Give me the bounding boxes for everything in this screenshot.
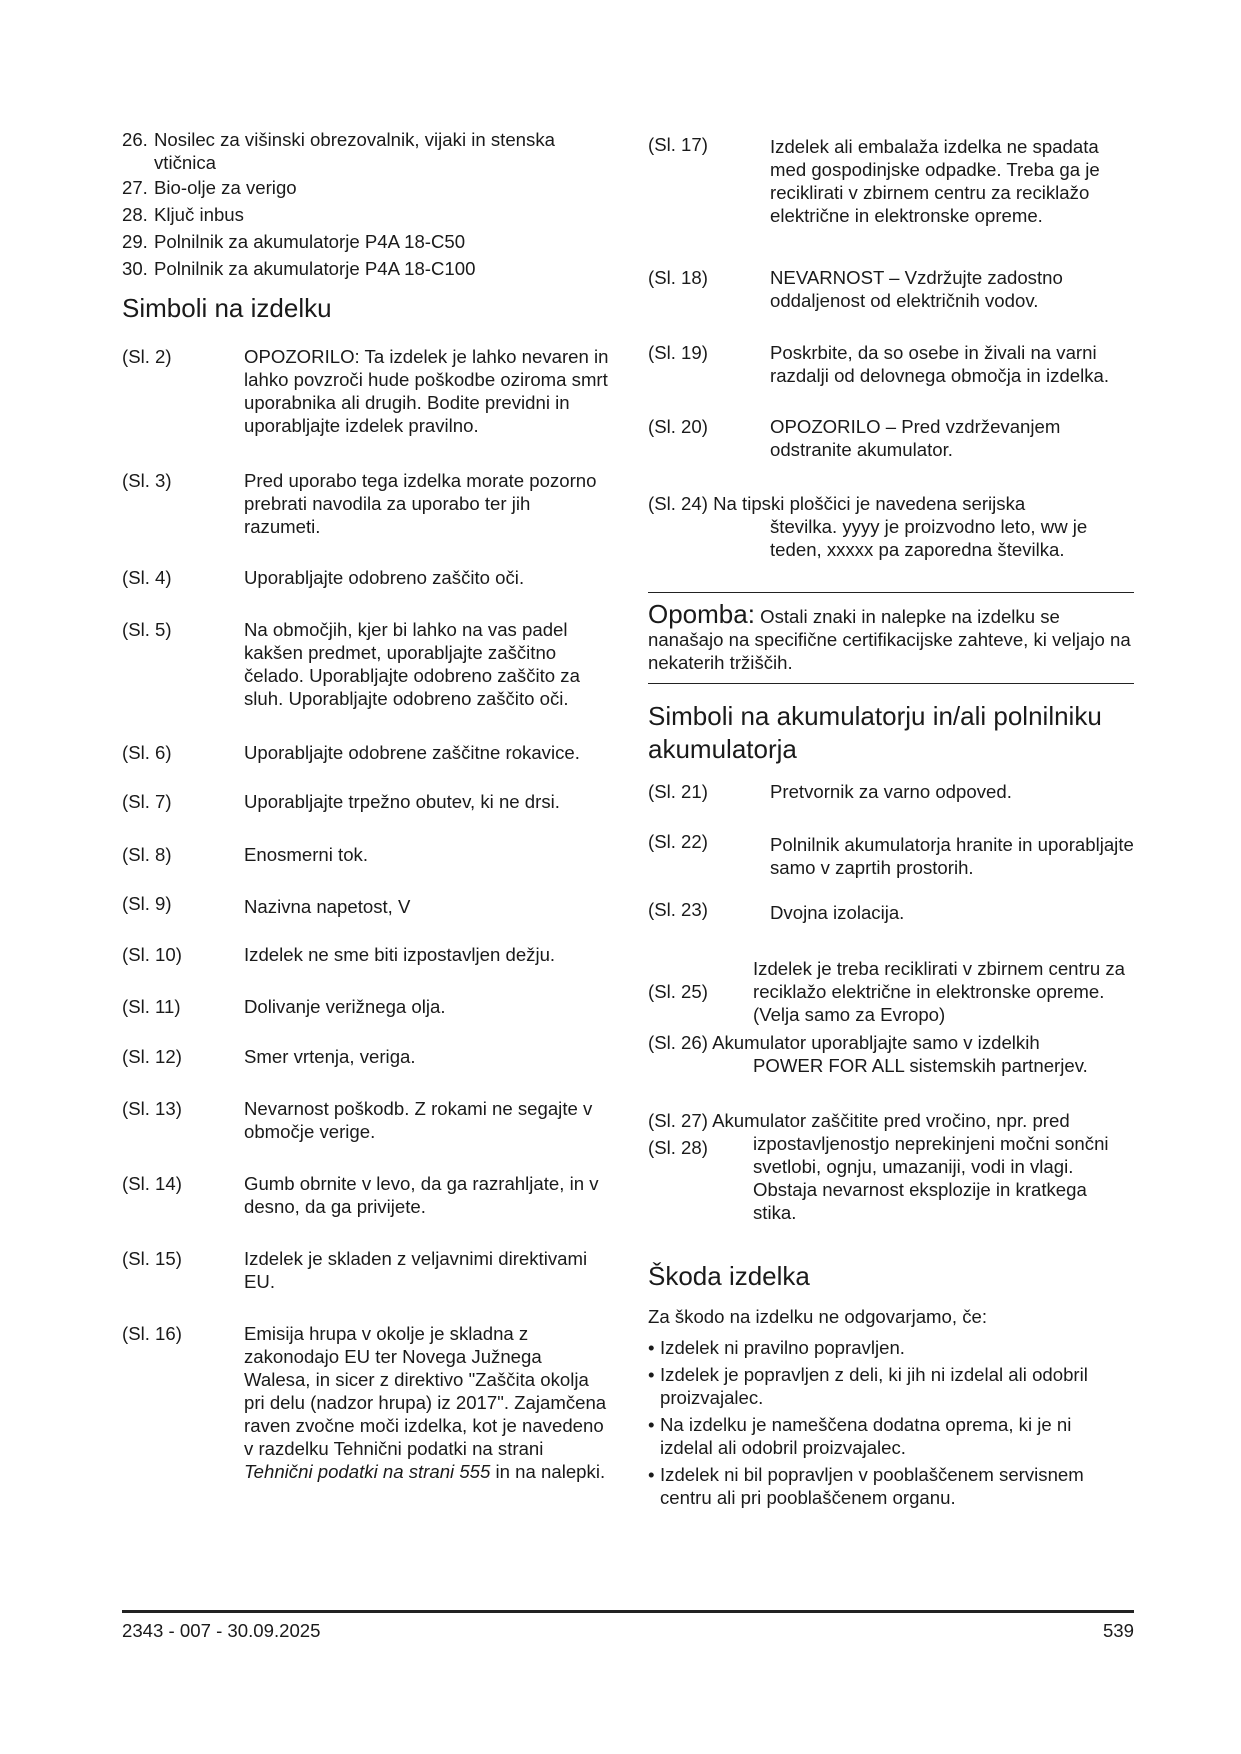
symbol-row-sl9 bbox=[122, 892, 610, 943]
list-number: 28. bbox=[122, 204, 148, 225]
left-column bbox=[122, 128, 610, 1483]
note-box bbox=[648, 592, 1134, 684]
symbol-text: Uporabljajte odobreno zaščito oči. bbox=[244, 567, 525, 588]
section-heading-damage: Škoda izdelka bbox=[648, 1261, 810, 1291]
sl26-line: POWER FOR ALL sistemskih partnerjev. bbox=[753, 1055, 1088, 1076]
symbol-label: (Sl. 23) bbox=[648, 899, 708, 920]
symbol-label: (Sl. 12) bbox=[122, 1046, 182, 1067]
symbol-text: Dvojna izolacija. bbox=[770, 902, 905, 923]
symbol-label: (Sl. 10) bbox=[122, 944, 182, 965]
list-text: Ključ inbus bbox=[154, 204, 244, 225]
symbol-row-sl15 bbox=[122, 1247, 610, 1322]
symbol-label: (Sl. 5) bbox=[122, 619, 172, 640]
symbol-text: Enosmerni tok. bbox=[244, 844, 369, 865]
symbol-row-sl24 bbox=[648, 492, 1134, 592]
list-item bbox=[122, 230, 610, 253]
list-item bbox=[648, 1413, 1134, 1459]
symbol-text: Akumulator uporabljajte samo v izdelkih bbox=[712, 1032, 1040, 1053]
symbol-row-sl22 bbox=[648, 830, 1134, 898]
symbol-row-sl28 bbox=[648, 1132, 1134, 1224]
bullet-icon: • bbox=[648, 1414, 655, 1435]
numbered-list bbox=[122, 128, 610, 280]
page-number: 539 bbox=[1102, 1620, 1134, 1641]
symbol-row-sl12 bbox=[122, 1045, 610, 1097]
footer-divider bbox=[122, 1610, 1134, 1613]
symbol-text: Pred uporabo tega izdelka morate pozorno prebrati navodila za uporabo ter jih razumeti. bbox=[244, 470, 597, 537]
symbol-label: (Sl. 25) bbox=[648, 980, 708, 1002]
symbol-row-sl2 bbox=[122, 345, 610, 469]
symbol-text: Nevarnost poškodb. Z rokami ne segajte v območje verige. bbox=[244, 1098, 593, 1142]
sl24-line bbox=[648, 492, 1134, 515]
sl16-text: Emisija hrupa v okolje je skladna z zakonodajo EU ter Novega Južnega Walesa, in sicer z direktivo "Zaščita okolja pri delu (nadzor hrupa) iz 2017". Zajamčena raven zvočne moči izdelka, kot je navedeno v razdelku Tehnični podatki na strani bbox=[244, 1323, 607, 1459]
symbol-row-sl18 bbox=[648, 266, 1134, 341]
symbol-label: (Sl. 17) bbox=[648, 134, 708, 155]
technical-data-link[interactable]: Tehnični podatki na strani 555 bbox=[244, 1461, 491, 1482]
damage-intro: Za škodo na izdelku ne odgovarjamo, če: bbox=[648, 1306, 988, 1327]
list-text: Polnilnik za akumulatorje P4A 18-C100 bbox=[154, 258, 476, 279]
symbol-text: Akumulator zaščitite pred vročino, npr. pred bbox=[712, 1110, 1070, 1131]
symbol-row-sl7 bbox=[122, 790, 610, 843]
sl24-line: številka. yyyy je proizvodno leto, ww je bbox=[770, 516, 1088, 537]
symbol-row-sl8 bbox=[122, 843, 610, 892]
symbol-label: (Sl. 14) bbox=[122, 1173, 182, 1194]
bullet-text: Izdelek je popravljen z deli, ki jih ni izdelal ali odobril proizvajalec. bbox=[660, 1364, 1088, 1408]
symbol-row-sl16 bbox=[122, 1322, 610, 1483]
symbol-label: (Sl. 6) bbox=[122, 742, 172, 763]
note-title: Opomba: bbox=[648, 599, 755, 629]
symbol-row-sl19 bbox=[648, 341, 1134, 415]
bullet-icon: • bbox=[648, 1364, 655, 1385]
list-text: Polnilnik za akumulatorje P4A 18-C50 bbox=[154, 231, 466, 252]
symbol-text: Izdelek ali embalaža izdelka ne spadata med gospodinjske odpadke. Treba ga je reciklirati v zbirnem centru za reciklažo električne in elektronske opreme. bbox=[770, 136, 1100, 226]
symbol-text: Nazivna napetost, V bbox=[244, 896, 411, 917]
list-number: 26. bbox=[122, 129, 148, 150]
symbol-text: izpostavljenostjo neprekinjeni močni sončni svetlobi, ognju, umazaniji, vodi in vlagi. Obstaja nevarnost eksplozije in kratkega stika. bbox=[753, 1133, 1109, 1223]
footer-doc-id: 2343 - 007 - 30.09.2025 bbox=[122, 1620, 321, 1641]
symbol-text: Izdelek je skladen z veljavnimi direktivami EU. bbox=[244, 1248, 588, 1292]
symbol-label: (Sl. 19) bbox=[648, 342, 708, 363]
sl16-suffix: in na nalepki. bbox=[495, 1461, 606, 1482]
symbol-text: Polnilnik akumulatorja hranite in uporabljajte samo v zaprtih prostorih. bbox=[770, 834, 1134, 878]
list-text: Bio-olje za verigo bbox=[154, 177, 297, 198]
symbol-label: (Sl. 8) bbox=[122, 844, 172, 865]
symbol-text: Uporabljajte trpežno obutev, ki ne drsi. bbox=[244, 791, 560, 812]
symbol-label: (Sl. 2) bbox=[122, 346, 172, 367]
symbol-label: (Sl. 15) bbox=[122, 1248, 182, 1269]
symbol-row-sl27 bbox=[648, 1109, 1134, 1132]
symbol-row-sl10 bbox=[122, 943, 610, 995]
symbol-label: (Sl. 28) bbox=[648, 1137, 708, 1158]
symbol-text: Na območjih, kjer bi lahko na vas padel kakšen predmet, uporabljajte zaščitno čelado. Uporabljajte odobreno zaščito za sluh. Uporabljajte odobreno zaščito oči. bbox=[244, 619, 580, 709]
symbol-row-sl14 bbox=[122, 1172, 610, 1247]
symbol-text: Poskrbite, da so osebe in živali na varni razdalji od delovnega območja in izdelka. bbox=[770, 342, 1110, 386]
symbol-text bbox=[244, 1322, 610, 1483]
symbol-row-sl5 bbox=[122, 618, 610, 741]
list-item bbox=[122, 128, 610, 174]
symbol-row-sl25 bbox=[648, 951, 1134, 1031]
bullet-text: Na izdelku je nameščena dodatna oprema, ki je ni izdelal ali odobril proizvajalec. bbox=[660, 1414, 1072, 1458]
symbol-text: Gumb obrnite v levo, da ga razrahljate, in v desno, da ga privijete. bbox=[244, 1173, 599, 1217]
symbol-label: (Sl. 9) bbox=[122, 893, 172, 914]
symbol-row-sl13 bbox=[122, 1097, 610, 1172]
list-number: 29. bbox=[122, 231, 148, 252]
symbol-label: (Sl. 21) bbox=[648, 781, 708, 802]
symbol-label: (Sl. 20) bbox=[648, 416, 708, 437]
symbol-row-sl17 bbox=[648, 135, 1134, 266]
list-item bbox=[122, 203, 610, 226]
bullet-text: Izdelek ni bil popravljen v pooblaščenem servisnem centru ali pri pooblaščenem organu. bbox=[660, 1464, 1084, 1508]
symbol-text: NEVARNOST – Vzdržujte zadostno oddaljenost od električnih vodov. bbox=[770, 267, 1063, 311]
symbol-row-sl20 bbox=[648, 415, 1134, 492]
list-item bbox=[648, 1336, 1134, 1359]
list-item bbox=[122, 257, 610, 280]
list-item bbox=[648, 1463, 1134, 1509]
symbol-text: Smer vrtenja, veriga. bbox=[244, 1046, 416, 1067]
symbol-row-sl6 bbox=[122, 741, 610, 790]
symbol-label: (Sl. 26) bbox=[648, 1032, 708, 1053]
symbol-row-sl4 bbox=[122, 566, 610, 618]
section-heading-battery-symbols: Simboli na akumulatorju in/ali polnilniku akumulatorja bbox=[648, 701, 1102, 764]
symbol-label: (Sl. 13) bbox=[122, 1098, 182, 1119]
symbol-row-sl23 bbox=[648, 898, 1134, 951]
symbol-text: OPOZORILO: Ta izdelek je lahko nevaren in lahko povzroči hude poškodbe oziroma smrt uporabnika ali drugih. Bodite previdni in uporabljajte izdelek pravilno. bbox=[244, 346, 609, 436]
symbol-label: (Sl. 18) bbox=[648, 267, 708, 288]
bullet-icon: • bbox=[648, 1464, 655, 1485]
symbol-text: Uporabljajte odobrene zaščitne rokavice. bbox=[244, 742, 580, 763]
symbol-label: (Sl. 27) bbox=[648, 1110, 708, 1131]
symbol-row-sl21 bbox=[648, 780, 1134, 830]
list-item bbox=[122, 176, 610, 199]
symbol-label: (Sl. 22) bbox=[648, 831, 708, 852]
symbol-label: (Sl. 3) bbox=[122, 470, 172, 491]
symbol-label: (Sl. 4) bbox=[122, 567, 172, 588]
symbol-label: (Sl. 16) bbox=[122, 1323, 182, 1344]
note-text: Ostali znaki in nalepke na izdelku se nanašajo na specifične certifikacijske zahteve, ki veljajo na nekaterih tržiščih. bbox=[648, 606, 1131, 673]
symbol-label: (Sl. 24) bbox=[648, 493, 708, 514]
symbol-text: Na tipski ploščici je navedena serijska bbox=[713, 493, 1026, 514]
bullet-text: Izdelek ni pravilno popravljen. bbox=[660, 1337, 905, 1358]
bullet-icon: • bbox=[648, 1337, 655, 1358]
symbol-text: Dolivanje verižnega olja. bbox=[244, 996, 446, 1017]
list-item bbox=[648, 1363, 1134, 1409]
symbol-text: OPOZORILO – Pred vzdrževanjem odstranite akumulator. bbox=[770, 416, 1061, 460]
list-number: 30. bbox=[122, 258, 148, 279]
symbol-text: Izdelek ne sme biti izpostavljen dežju. bbox=[244, 944, 556, 965]
symbol-text: Pretvornik za varno odpoved. bbox=[770, 781, 1012, 802]
section-heading-product-symbols: Simboli na izdelku bbox=[122, 293, 332, 323]
symbol-text: Izdelek je treba reciklirati v zbirnem centru za reciklažo električne in elektronske opreme. (Velja samo za Evropo) bbox=[753, 957, 1126, 1025]
sl26-line bbox=[648, 1031, 1134, 1054]
symbol-row-sl11 bbox=[122, 995, 610, 1045]
symbol-row-sl3 bbox=[122, 469, 610, 566]
sl24-line: teden, xxxxx pa zaporedna številka. bbox=[770, 539, 1065, 560]
symbol-label: (Sl. 7) bbox=[122, 791, 172, 812]
list-text: Nosilec za višinski obrezovalnik, vijaki in stenska vtičnica bbox=[154, 129, 555, 173]
list-number: 27. bbox=[122, 177, 148, 198]
right-column bbox=[648, 135, 1134, 1509]
symbol-label: (Sl. 11) bbox=[122, 996, 181, 1017]
symbol-row-sl26 bbox=[648, 1031, 1134, 1109]
